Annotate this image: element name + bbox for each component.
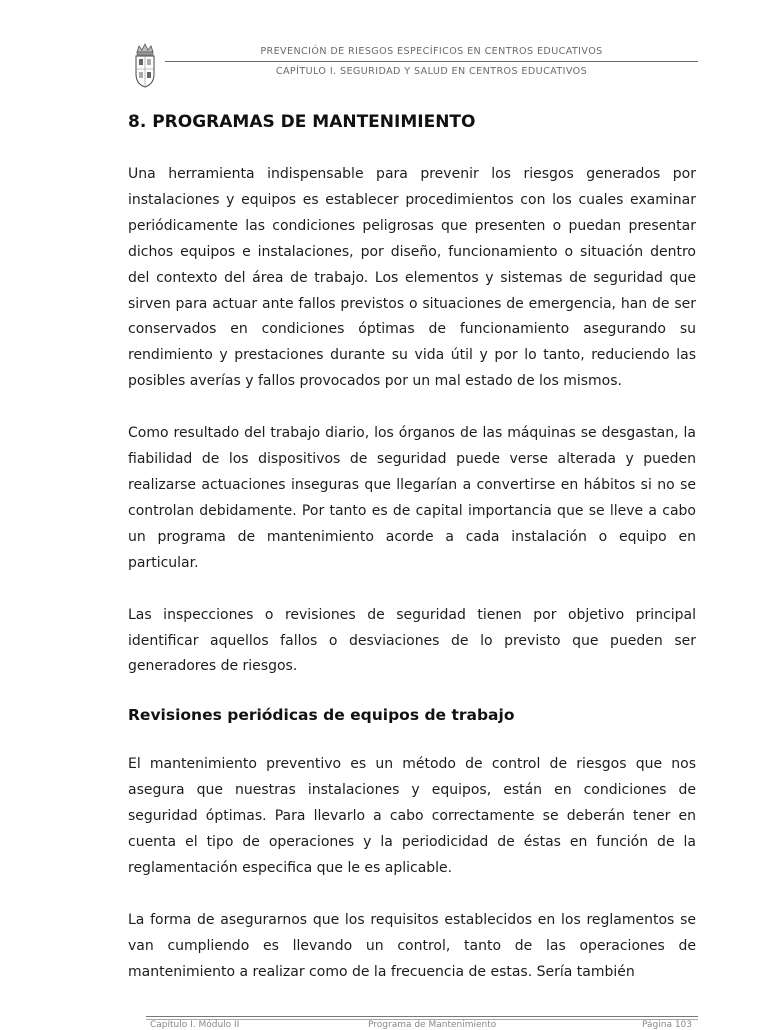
document-body — [128, 112, 696, 1012]
paragraph-4: El mantenimiento preventivo es un método de control de riesgos que nos asegura que nuestras instalaciones y equipos, están en condiciones de seguridad óptimas. Para llevarlo a cabo correctamente se deberán tener en cuenta el tipo de operaciones y la periodicidad de éstas en función de la reglamentación especifica que le es aplicable. — [128, 756, 696, 876]
footer-left: Capítulo I. Módulo II — [150, 1020, 240, 1030]
header-title: PREVENCIÓN DE RIESGOS ESPECÍFICOS EN CENTROS EDUCATIVOS — [260, 46, 603, 57]
header-subtitle: CAPÍTULO I. SEGURIDAD Y SALUD EN CENTROS EDUCATIVOS — [275, 66, 588, 77]
header-rule — [165, 61, 698, 62]
paragraph-1: Una herramienta indispensable para prevenir los riesgos generados por instalaciones y equipos es establecer procedimientos con los cuales examinar periódicamente las condiciones peligrosas que presenten o puedan presentar dichos equipos e instalaciones, por diseño, funcionamiento o situación dentro del contexto del área de trabajo. Los elementos y sistemas de seguridad que sirven para actuar ante fallos previstos o situaciones de emergencia, han de ser conservados en condiciones óptimas de funcionamiento asegurando su rendimiento y prestaciones durante su vida útil y por lo tanto, reduciendo las posibles averías y fallos provocados por un mal estado de los mismos. — [128, 166, 696, 390]
footer-center: Programa de Mantenimiento — [368, 1020, 497, 1030]
footer-right: Página 103 — [642, 1020, 693, 1030]
subsection-title: Revisiones periódicas de equipos de trabajo — [128, 706, 515, 725]
paragraph-5: La forma de asegurarnos que los requisitos establecidos en los reglamentos se van cumpliendo es llevando un control, tanto de las operaciones de mantenimiento a realizar como de la frecuencia de estas. Sería también — [128, 911, 696, 980]
section-title: 8. PROGRAMAS DE MANTENIMIENTO — [128, 112, 476, 132]
coat-of-arms-icon — [132, 42, 158, 88]
page-footer — [146, 1016, 698, 1030]
paragraph-2: Como resultado del trabajo diario, los órganos de las máquinas se desgastan, la fiabilidad de los dispositivos de seguridad puede verse alterada y pueden realizarse actuaciones inseguras que llegarían a convertirse en hábitos si no se controlan debidamente. Por tanto es de capital importancia que se lleve a cabo un programa de mantenimiento acorde a cada instalación o equipo en particular. — [128, 425, 696, 571]
paragraph-3: Las inspecciones o revisiones de seguridad tienen por objetivo principal identificar aquellos fallos o desviaciones de lo previsto que pueden ser generadores de riesgos. — [128, 606, 696, 675]
